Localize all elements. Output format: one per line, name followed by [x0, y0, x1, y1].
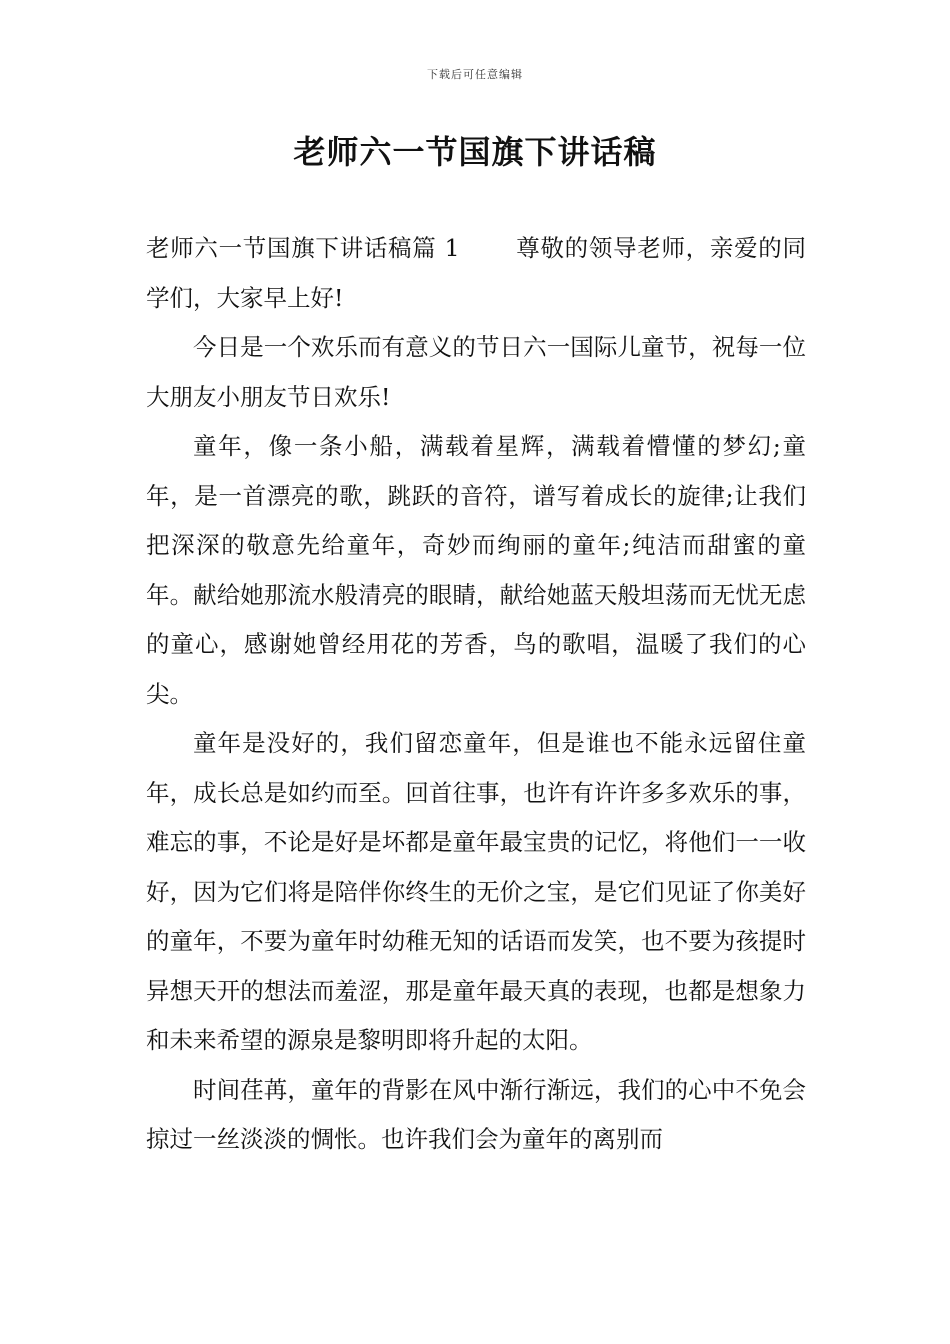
section-label: 老师六一节国旗下讲话稿篇 1 — [146, 234, 460, 262]
document-body — [146, 224, 806, 1165]
paragraph: 时间荏苒，童年的背影在风中渐行渐远，我们的心中不免会掠过一丝淡淡的惆怅。也许我们会为童年的离别而 — [146, 1075, 806, 1153]
paragraph: 童年，像一条小船，满载着星辉，满载着懵懂的梦幻;童年，是一首漂亮的歌，跳跃的音符，谱写着成长的旋律;让我们把深深的敬意先给童年，奇妙而绚丽的童年;纯洁而甜蜜的童年。献给她那流水般清亮的眼睛，献给她蓝天般坦荡而无忧无虑的童心，感谢她曾经用花的芳香，鸟的歌唱，温暖了我们的心尖。 — [146, 432, 806, 708]
paragraph: 童年是没好的，我们留恋童年，但是谁也不能永远留住童年，成长总是如约而至。回首往事，也许有许许多多欢乐的事，难忘的事，不论是好是坏都是童年最宝贵的记忆，将他们一一收好，因为它们将是陪伴你终生的无价之宝，是它们见证了你美好的童年，不要为童年时幼稚无知的话语而发笑，也不要为孩提时异想天开的想法而羞涩，那是童年最天真的表现，也都是想象力和未来希望的源泉是黎明即将升起的太阳。 — [146, 729, 806, 1054]
paragraph: 今日是一个欢乐而有意义的节日六一国际儿童节，祝每一位大朋友小朋友节日欢乐! — [146, 333, 806, 411]
greeting-text: 尊敬的领导老师，亲爱的同学们，大家早上好! — [146, 234, 806, 312]
page-title: 老师六一节国旗下讲话稿 — [293, 133, 657, 171]
paragraph-intro — [146, 224, 806, 323]
header-note: 下载后可任意编辑 — [427, 68, 523, 81]
